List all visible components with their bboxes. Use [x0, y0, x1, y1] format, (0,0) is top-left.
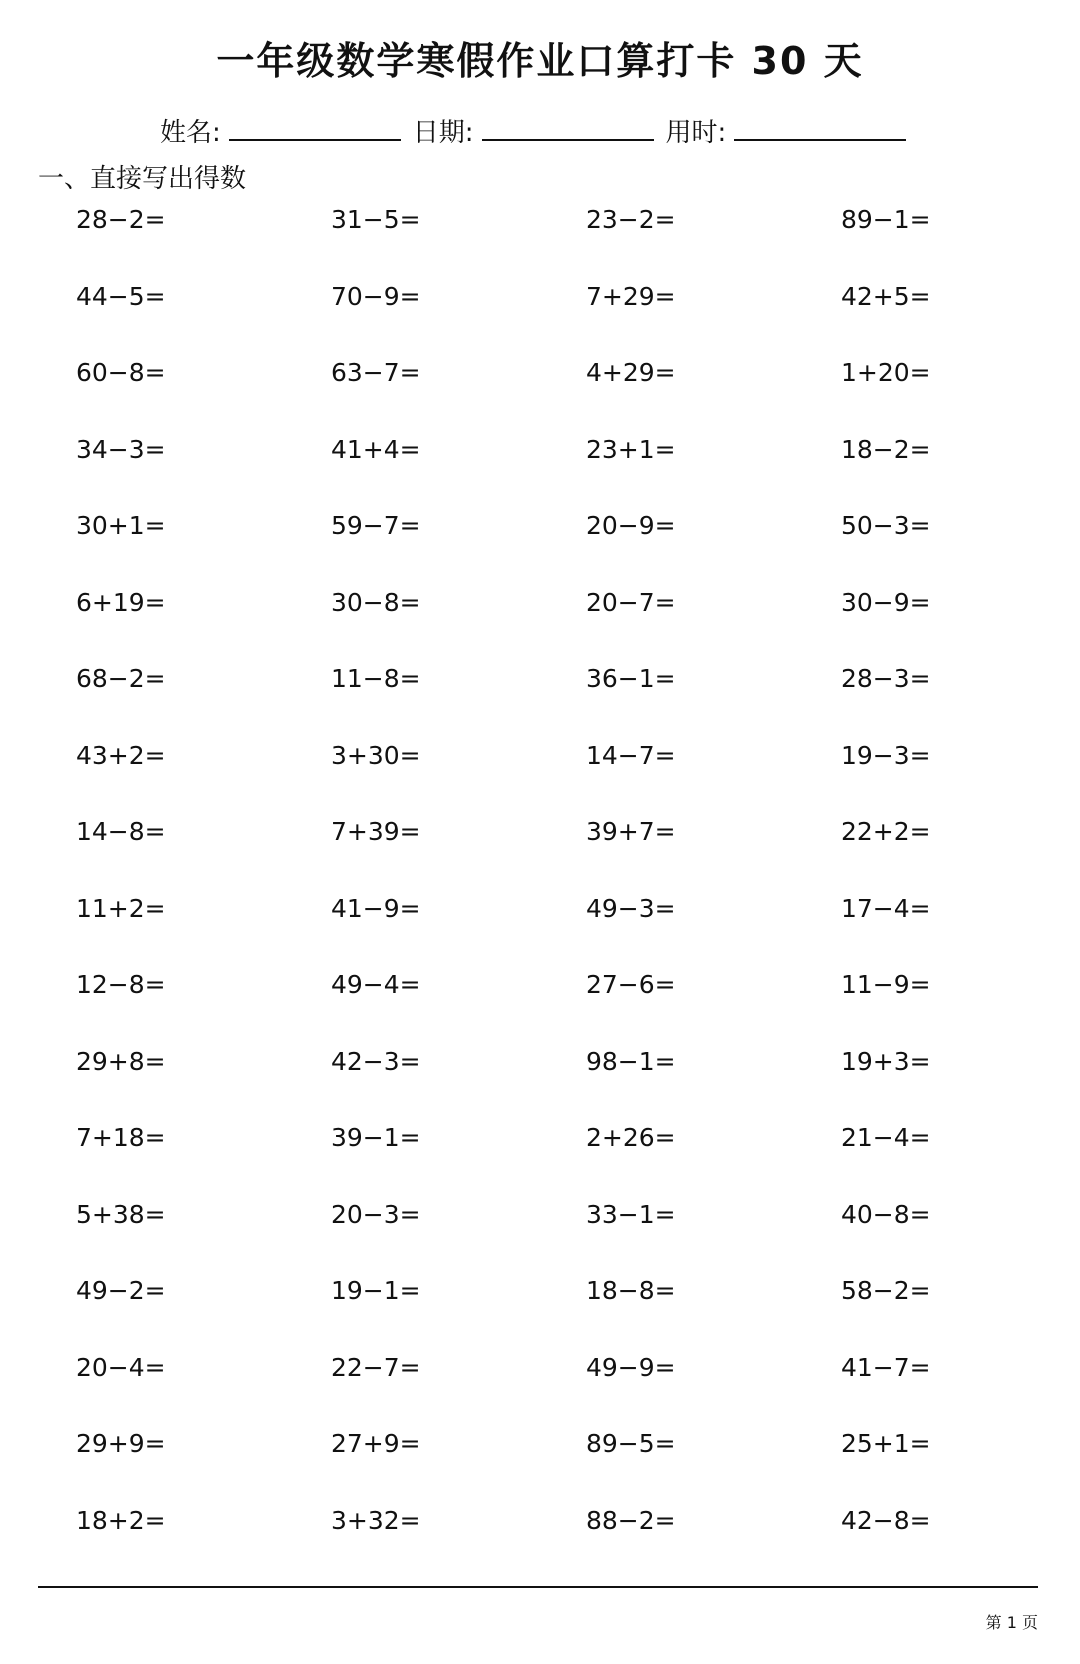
math-problem: 29+8= [76, 1046, 166, 1076]
math-problem: 2+26= [586, 1123, 676, 1152]
math-problem: 27+9= [331, 1429, 421, 1458]
math-problem: 60−8= [76, 358, 166, 387]
math-problem: 70−9= [331, 281, 421, 311]
math-problem: 41−9= [331, 893, 421, 923]
math-problem: 49−3= [586, 893, 676, 923]
math-problem: 30−8= [331, 587, 421, 617]
math-problem: 29+9= [76, 1429, 166, 1458]
math-problem: 68−2= [76, 664, 166, 693]
math-problem: 12−8= [76, 970, 166, 999]
math-problem: 49−4= [331, 970, 421, 999]
math-problem: 49−9= [586, 1352, 676, 1382]
math-problem: 28−3= [841, 664, 931, 693]
math-problem: 4+29= [586, 358, 676, 387]
math-problem: 11+2= [76, 893, 166, 923]
math-problem: 20−7= [586, 587, 676, 617]
math-problem: 18−8= [586, 1276, 676, 1305]
math-problem: 49−2= [76, 1276, 166, 1305]
math-problem: 41−7= [841, 1352, 931, 1382]
math-problem: 1+20= [841, 358, 931, 387]
math-problem: 89−5= [586, 1429, 676, 1458]
math-problem: 7+39= [331, 817, 421, 846]
math-problem: 3+32= [331, 1505, 421, 1535]
math-problem: 21−4= [841, 1123, 931, 1152]
math-problem: 31−5= [331, 205, 421, 234]
math-problem: 89−1= [841, 205, 931, 234]
math-problem: 88−2= [586, 1505, 676, 1535]
math-problem: 6+19= [76, 587, 166, 617]
math-problem: 20−4= [76, 1352, 166, 1382]
math-problem: 41+4= [331, 434, 421, 464]
math-problem: 39+7= [586, 817, 676, 846]
name-blank-line [229, 115, 401, 141]
math-problem: 7+29= [586, 281, 676, 311]
math-problem: 5+38= [76, 1199, 166, 1229]
math-problem: 39−1= [331, 1123, 421, 1152]
math-problem: 14−7= [586, 740, 676, 770]
date-label: 日期: [412, 118, 474, 148]
math-problem: 19−1= [331, 1276, 421, 1305]
math-problem: 11−9= [841, 970, 931, 999]
math-problem: 43+2= [76, 740, 166, 770]
date-field [413, 112, 654, 149]
math-problem: 40−8= [841, 1199, 931, 1229]
student-info-row [160, 112, 950, 149]
time-used-blank-line [734, 115, 906, 141]
math-problem: 18−2= [841, 434, 931, 464]
footer-divider [38, 1586, 1038, 1588]
math-problem: 34−3= [76, 434, 166, 464]
math-problem: 22+2= [841, 817, 931, 846]
math-problem: 3+30= [331, 740, 421, 770]
math-problem: 14−8= [76, 817, 166, 846]
problem-grid [76, 200, 1080, 1577]
math-problem: 42+5= [841, 281, 931, 311]
math-problem: 42−8= [841, 1505, 931, 1535]
math-problem: 27−6= [586, 970, 676, 999]
time-used-label: 用时: [665, 118, 727, 148]
math-problem: 42−3= [331, 1046, 421, 1076]
math-problem: 36−1= [586, 664, 676, 693]
name-label: 姓名: [160, 118, 221, 148]
math-problem: 33−1= [586, 1199, 676, 1229]
math-problem: 11−8= [331, 664, 421, 693]
math-problem: 30+1= [76, 511, 166, 540]
math-problem: 98−1= [586, 1046, 676, 1076]
section-heading: 一、直接写出得数 [38, 164, 247, 194]
math-problem: 50−3= [841, 511, 931, 540]
math-problem: 7+18= [76, 1123, 166, 1152]
math-problem: 30−9= [841, 587, 931, 617]
math-problem: 18+2= [76, 1505, 166, 1535]
math-problem: 63−7= [331, 358, 421, 387]
math-problem: 22−7= [331, 1352, 421, 1382]
math-problem: 20−3= [331, 1199, 421, 1229]
math-problem: 25+1= [841, 1429, 931, 1458]
math-problem: 19−3= [841, 740, 931, 770]
page-title: 一年级数学寒假作业口算打卡 30 天 [216, 39, 864, 83]
page-number: 第 1 页 [985, 1613, 1038, 1632]
math-problem: 19+3= [841, 1046, 931, 1076]
math-problem: 20−9= [586, 511, 676, 540]
math-problem: 28−2= [76, 205, 166, 234]
name-field [160, 112, 401, 149]
math-problem: 23+1= [586, 434, 676, 464]
math-problem: 17−4= [841, 893, 931, 923]
math-problem: 58−2= [841, 1276, 931, 1305]
time-used-field [666, 112, 907, 149]
math-problem: 23−2= [586, 205, 676, 234]
math-problem: 44−5= [76, 281, 166, 311]
date-blank-line [482, 115, 654, 141]
math-problem: 59−7= [331, 511, 421, 540]
